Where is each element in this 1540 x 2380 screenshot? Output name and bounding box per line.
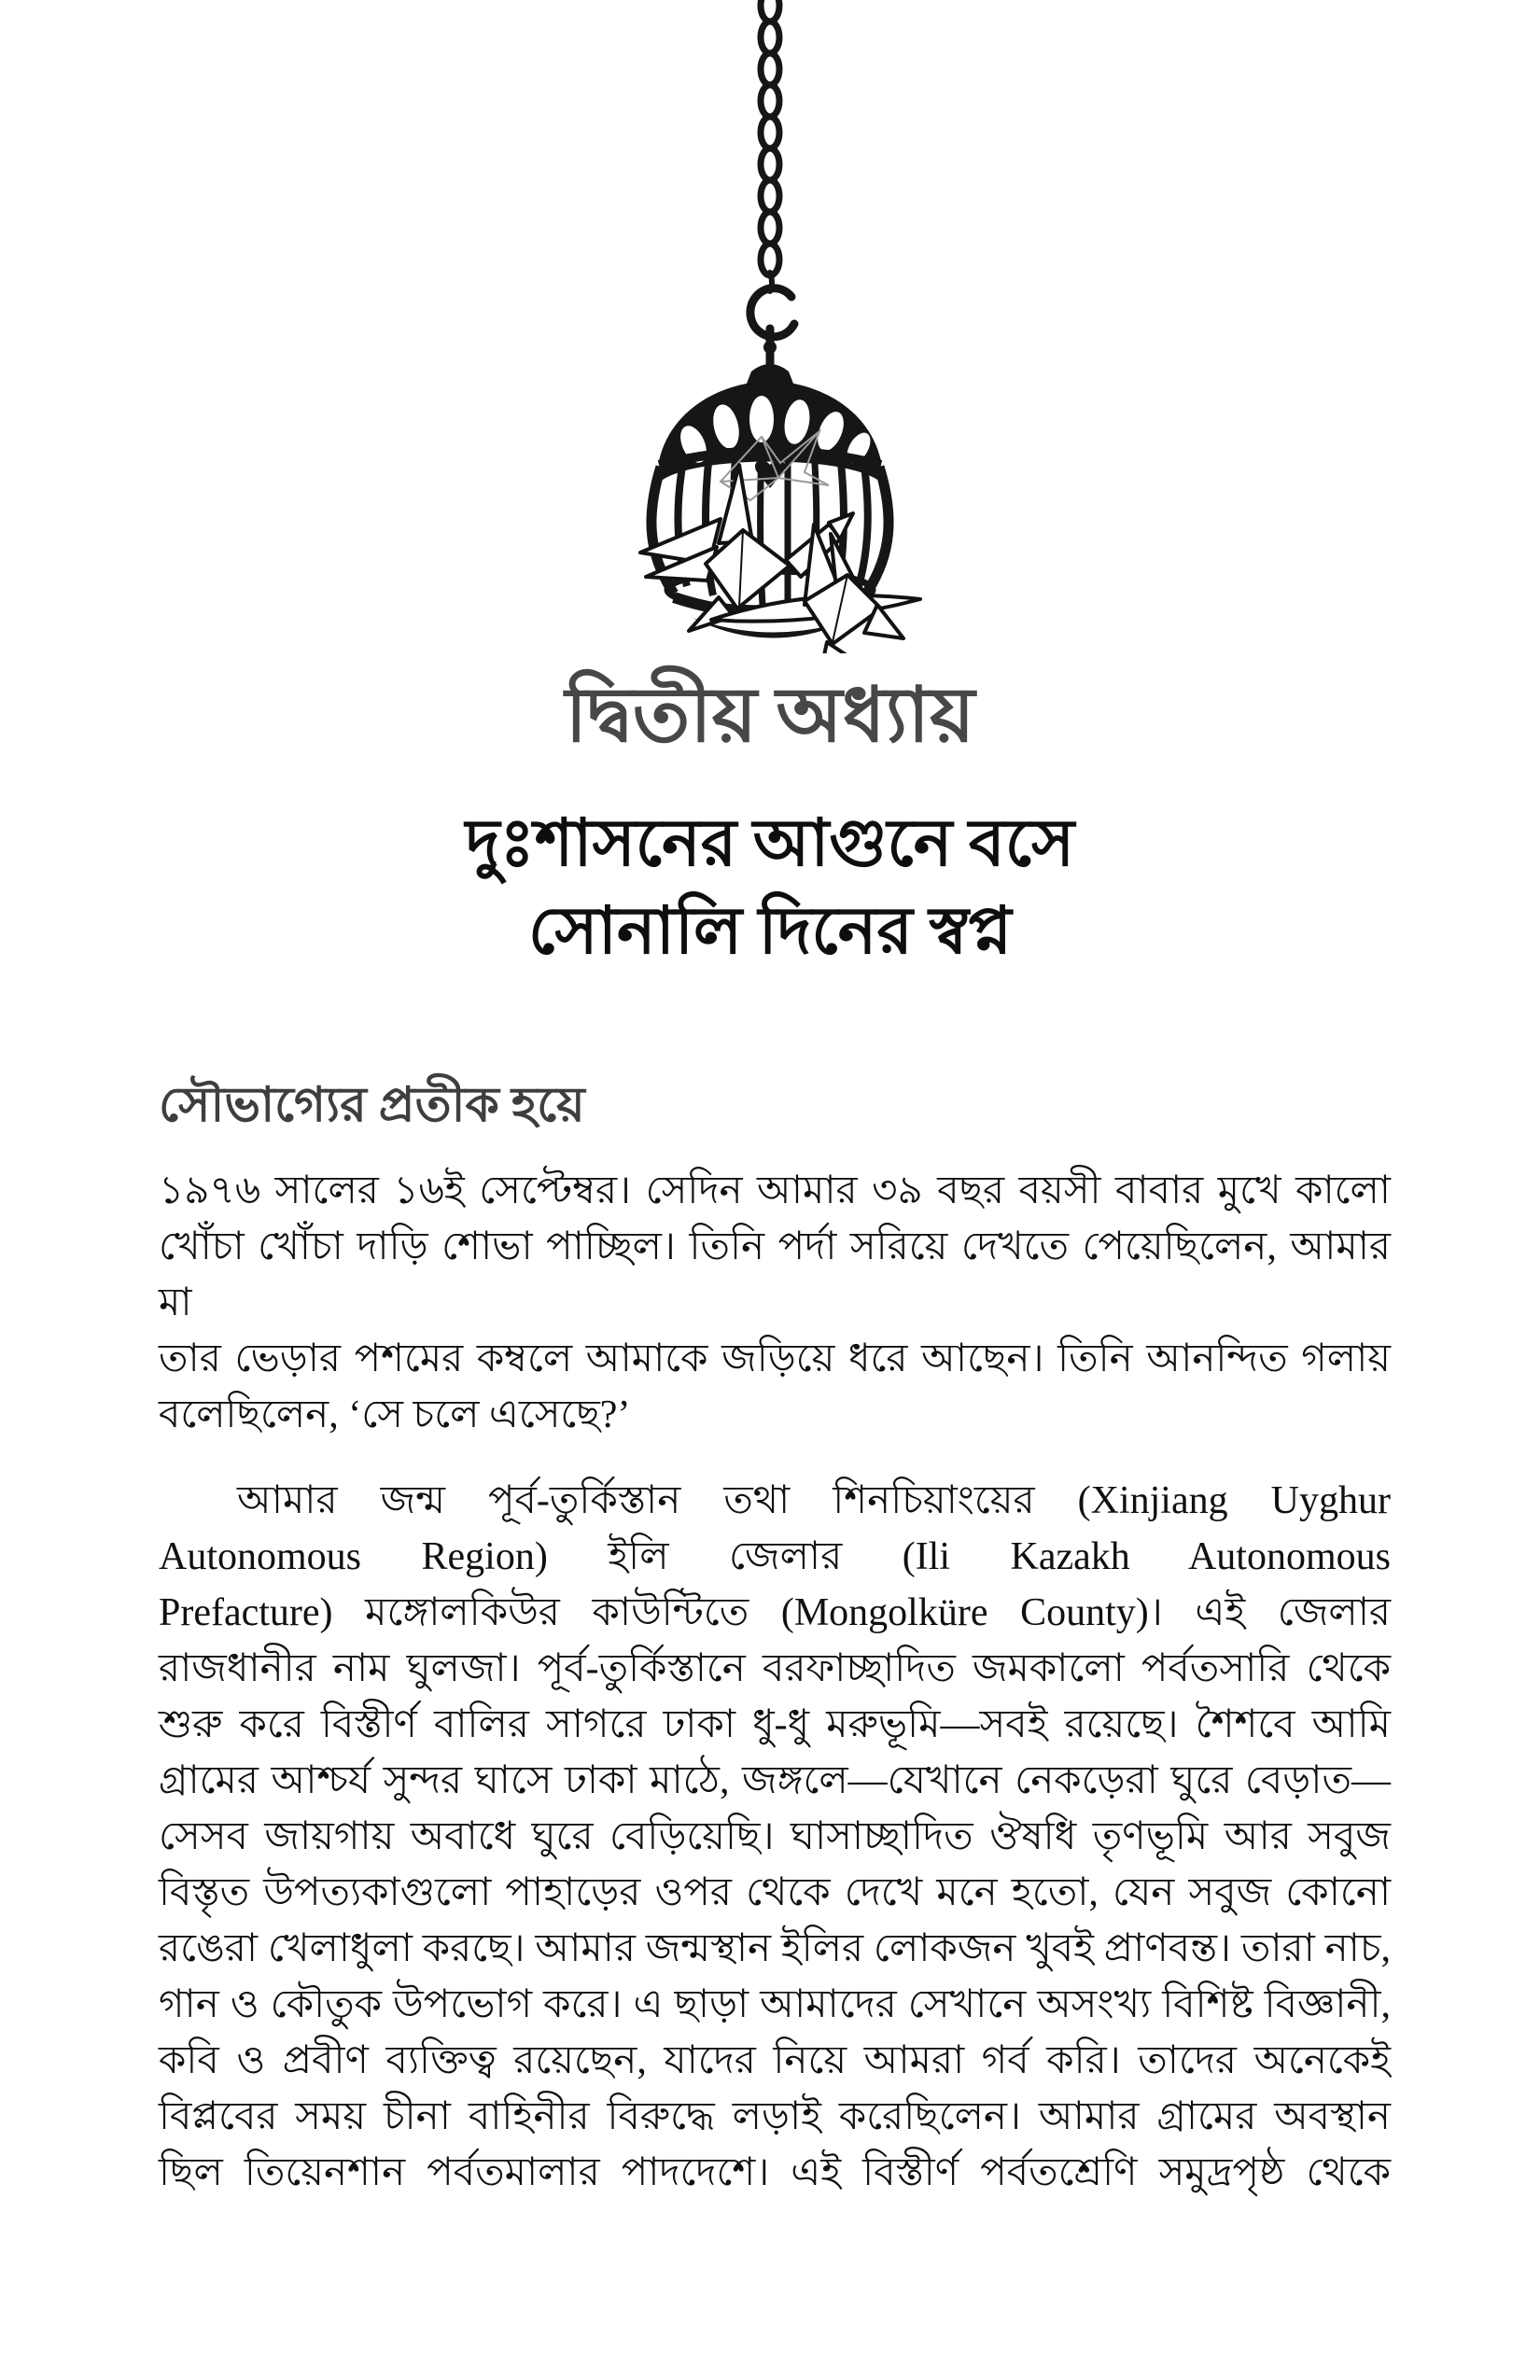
body-line: Autonomous Region) ইলি জেলার (Ili Kazakh Autonomous: [159, 1535, 1391, 1578]
body-line: গ্রামের আশ্চর্য সুন্দর ঘাসে ঢাকা মাঠে, জঙ্গলে—যেখানে নেকড়েরা ঘুরে বেড়াত—: [159, 1759, 1391, 1802]
body-line: Prefacture) মঙ্গোলকিউর কাউন্টিতে (Mongolküre County)। এই জেলার: [159, 1591, 1391, 1634]
body-line: সেসব জায়গায় অবাধে ঘুরে বেড়িয়েছি। ঘাসাচ্ছাদিত ঔষধি তৃণভূমি আর সবুজ: [159, 1815, 1391, 1858]
section-heading: সৌভাগ্যের প্রতীক হয়ে: [159, 1079, 585, 1132]
chapter-title-line-2: সোনালি দিনের স্বপ্ন: [527, 896, 1013, 968]
hook-icon: [750, 273, 794, 368]
body-line: রাজধানীর নাম ঘুলজা। পূর্ব-তুর্কিস্তানে বরফাচ্ছাদিত জমকালো পর্বতসারি থেকে: [159, 1647, 1391, 1690]
body-text: [159, 1163, 1391, 2201]
chain-icon: [761, 0, 779, 275]
body-line: খোঁচা খোঁচা দাড়ি শোভা পাচ্ছিল। তিনি পর্দা সরিয়ে দেখতে পেয়েছিলেন, আমার মা: [159, 1225, 1391, 1324]
body-line: ছিল তিয়েনশান পর্বতমালার পাদদেশে। এই বিস্তীর্ণ পর্বতশ্রেণি সমুদ্রপৃষ্ঠ থেকে: [159, 2151, 1391, 2194]
body-line: কবি ও প্রবীণ ব্যক্তিত্ব রয়েছেন, যাদের নিয়ে আমরা গর্ব করি। তাদের অনেকেই: [159, 2039, 1391, 2082]
body-line: বলেছিলেন, ‘সে চলে এসেছে?’: [159, 1393, 631, 1436]
body-line: রঙেরা খেলাধুলা করছে। আমার জন্মস্থান ইলির লোকজন খুবই প্রাণবন্ত। তারা নাচ,: [159, 1927, 1391, 1970]
chapter-title-line-1: দুঃশাসনের আগুনে বসে: [465, 808, 1075, 880]
body-line: গান ও কৌতুক উপভোগ করে। এ ছাড়া আমাদের সেখানে অসংখ্য বিশিষ্ট বিজ্ঞানী,: [159, 1983, 1391, 2026]
chapter-label: দ্বিতীয় অধ্যায়: [565, 673, 975, 758]
body-line: বিপ্লবের সময় চীনা বাহিনীর বিরুদ্ধে লড়াই করেছিলেন। আমার গ্রামের অবস্থান: [159, 2095, 1391, 2138]
body-line: বিস্তৃত উপত্যকাগুলো পাহাড়ের ওপর থেকে দেখে মনে হতো, যেন সবুজ কোনো: [159, 1871, 1391, 1914]
body-line: আমার জন্ম পূর্ব-তুর্কিস্তান তথা শিনচিয়াংয়ের (Xinjiang Uyghur: [237, 1479, 1391, 1522]
body-paragraph-1: [159, 1163, 1391, 1443]
chapter-title: [0, 801, 1540, 976]
body-line: ১৯৭৬ সালের ১৬ই সেপ্টেম্বর। সেদিন আমার ৩৯ বছর বয়সী বাবার মুখে কালো: [159, 1169, 1391, 1212]
body-line: তার ভেড়ার পশমের কম্বলে আমাকে জড়িয়ে ধরে আছেন। তিনি আনন্দিত গলায়: [159, 1337, 1391, 1380]
body-line: শুরু করে বিস্তীর্ণ বালির সাগরে ঢাকা ধু-ধু মরুভূমি—সবই রয়েছে। শৈশবে আমি: [159, 1703, 1391, 1746]
body-paragraph-2: [159, 1473, 1391, 2201]
birdcage-illustration: [579, 0, 952, 653]
